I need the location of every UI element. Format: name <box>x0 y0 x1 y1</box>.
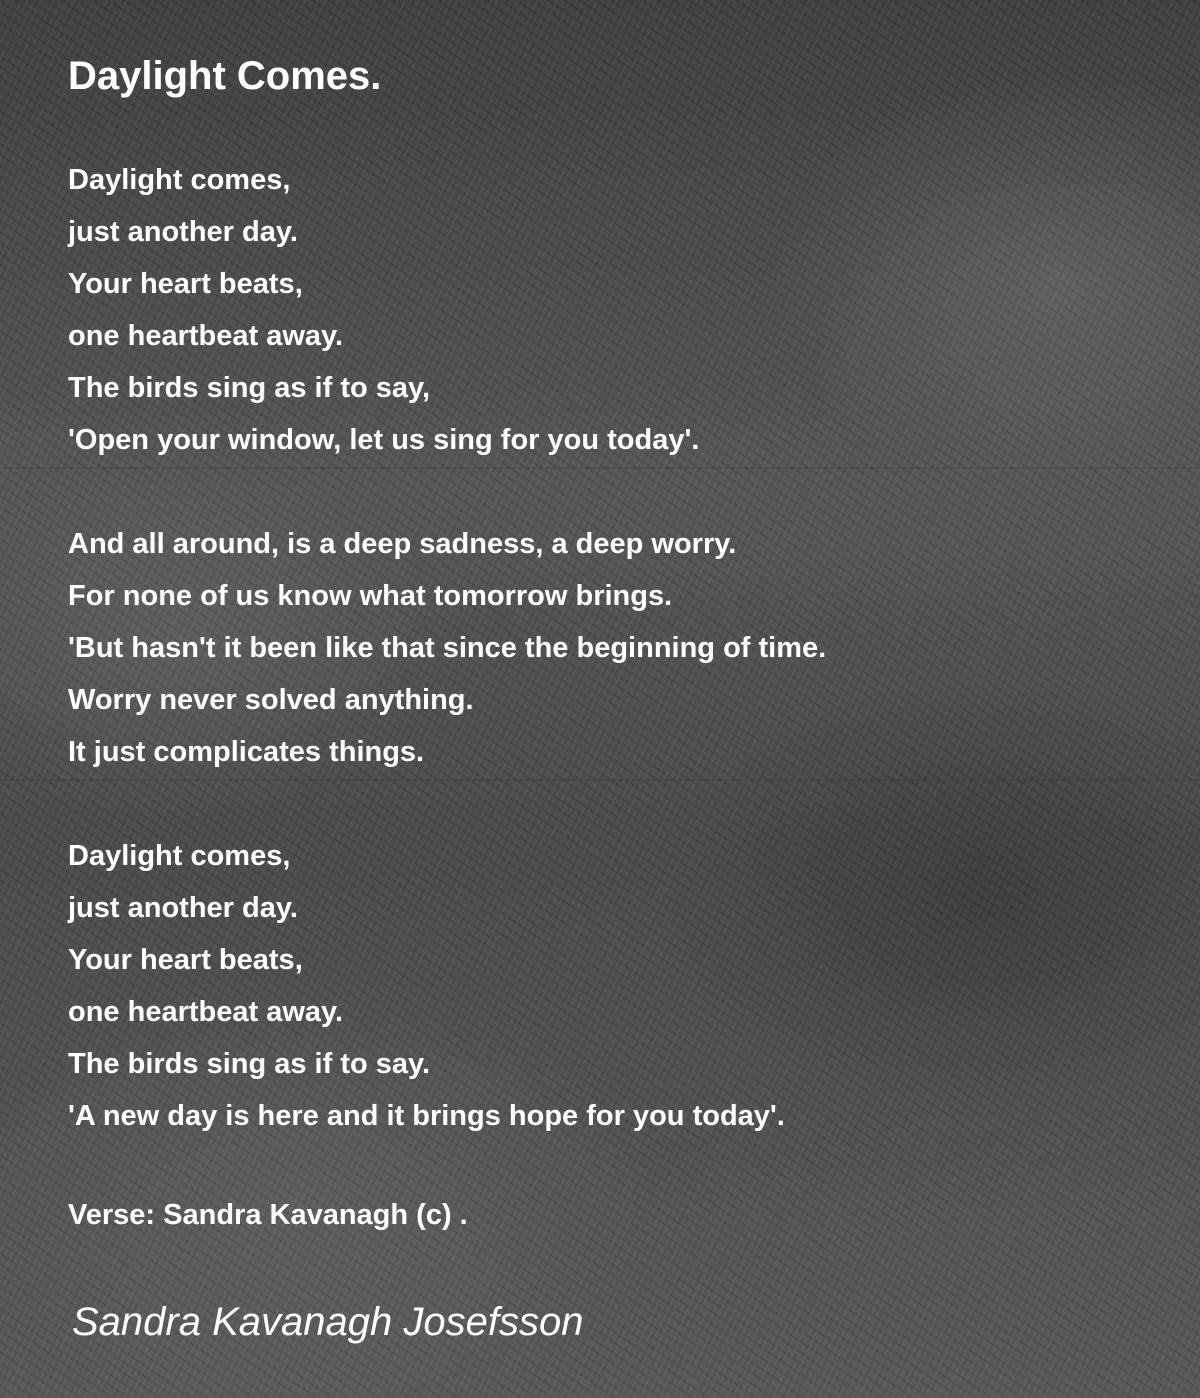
verse-line: Your heart beats, <box>68 944 303 976</box>
poem-title: Daylight Comes. <box>68 54 382 98</box>
verse-line: Daylight comes, <box>68 164 291 196</box>
verse-line: 'A new day is here and it brings hope for you today'. <box>68 1100 785 1132</box>
verse-line: 'But hasn't it been like that since the beginning of time. <box>68 632 827 664</box>
verse-line: just another day. <box>68 892 298 924</box>
verse-line: The birds sing as if to say. <box>68 1048 431 1080</box>
verse-line: one heartbeat away. <box>68 320 344 352</box>
verse-line: 'Open your window, let us sing for you today'. <box>68 424 700 456</box>
verse-line: Worry never solved anything. <box>68 684 474 716</box>
verse-line: Daylight comes, <box>68 840 291 872</box>
verse-line: just another day. <box>68 216 298 248</box>
stanza-2 <box>68 518 826 778</box>
stanza-1 <box>68 154 826 466</box>
verse-line: And all around, is a deep sadness, a deep worry. <box>68 528 737 560</box>
verse-line: It just complicates things. <box>68 736 425 768</box>
poem-body <box>68 154 826 1194</box>
author-name: Sandra Kavanagh Josefsson <box>72 1300 584 1344</box>
verse-line: Your heart beats, <box>68 268 303 300</box>
verse-line: For none of us know what tomorrow brings. <box>68 580 673 612</box>
verse-line: The birds sing as if to say, <box>68 372 431 404</box>
verse-line: one heartbeat away. <box>68 996 344 1028</box>
verse-credit: Verse: Sandra Kavanagh (c) . <box>68 1199 468 1231</box>
stanza-3 <box>68 830 826 1142</box>
